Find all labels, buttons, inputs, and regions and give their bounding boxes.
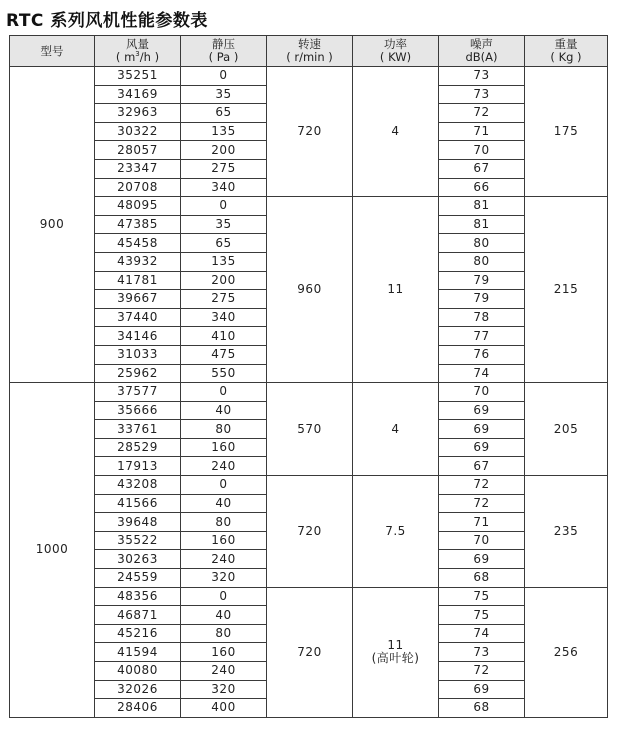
noise-cell: 73 [439,67,525,86]
airflow-cell: 28057 [95,141,181,160]
airflow-cell: 41594 [95,643,181,662]
airflow-cell: 47385 [95,215,181,234]
airflow-cell: 40080 [95,662,181,681]
speed-cell: 720 [267,587,353,717]
pressure-cell: 65 [181,104,267,123]
pressure-cell: 0 [181,476,267,495]
noise-cell: 78 [439,308,525,327]
header-airflow-unit [95,51,180,64]
airflow-cell: 37577 [95,383,181,402]
noise-cell: 81 [439,197,525,216]
noise-cell: 74 [439,364,525,383]
pressure-cell: 550 [181,364,267,383]
pressure-cell: 320 [181,569,267,588]
power-cell [353,587,439,717]
noise-cell: 76 [439,345,525,364]
speed-cell: 570 [267,383,353,476]
header-row [10,36,608,67]
airflow-cell: 39648 [95,513,181,532]
pressure-cell: 240 [181,550,267,569]
noise-cell: 69 [439,550,525,569]
noise-cell: 67 [439,457,525,476]
noise-cell: 79 [439,290,525,309]
noise-cell: 66 [439,178,525,197]
airflow-cell: 28529 [95,438,181,457]
header-noise-unit: dB(A) [465,50,498,64]
airflow-cell: 43208 [95,476,181,495]
airflow-cell: 35522 [95,531,181,550]
airflow-cell: 48356 [95,587,181,606]
noise-cell: 72 [439,476,525,495]
airflow-cell: 31033 [95,345,181,364]
header-weight-unit: ( Kg ) [550,50,582,64]
header-airflow-label: 风量 [126,37,149,51]
airflow-cell: 20708 [95,178,181,197]
noise-cell: 74 [439,624,525,643]
table-row [10,476,608,495]
airflow-cell: 45458 [95,234,181,253]
pressure-cell: 0 [181,67,267,86]
airflow-cell: 30263 [95,550,181,569]
header-power-unit: ( KW) [379,50,412,64]
pressure-cell: 80 [181,513,267,532]
power-cell [353,67,439,197]
noise-cell: 73 [439,85,525,104]
pressure-cell: 160 [181,643,267,662]
header-airflow [95,36,181,67]
power-value: 4 [391,124,400,139]
noise-cell: 80 [439,234,525,253]
pressure-cell: 320 [181,680,267,699]
speed-cell: 720 [267,67,353,197]
pressure-cell: 40 [181,494,267,513]
pressure-cell: 0 [181,587,267,606]
pressure-cell: 160 [181,438,267,457]
pressure-cell: 240 [181,662,267,681]
pressure-cell: 240 [181,457,267,476]
pressure-cell: 35 [181,85,267,104]
power-cell [353,383,439,476]
airflow-cell: 34146 [95,327,181,346]
power-note: (高叶轮) [371,651,420,666]
airflow-cell: 37440 [95,308,181,327]
pressure-cell: 400 [181,699,267,718]
airflow-cell: 28406 [95,699,181,718]
noise-cell: 75 [439,587,525,606]
airflow-cell: 32026 [95,680,181,699]
pressure-cell: 200 [181,141,267,160]
noise-cell: 77 [439,327,525,346]
header-power [353,36,439,67]
header-noise [439,36,525,67]
header-speed-label: 转速 [298,37,321,51]
header-speed-unit: ( r/min ) [286,50,333,64]
airflow-cell: 48095 [95,197,181,216]
noise-cell: 69 [439,401,525,420]
header-airflow-unit-pre: ( m [115,50,136,64]
fan-performance-table [9,35,608,718]
airflow-cell: 41781 [95,271,181,290]
noise-cell: 75 [439,606,525,625]
noise-cell: 80 [439,252,525,271]
airflow-cell: 30322 [95,122,181,141]
pressure-cell: 340 [181,308,267,327]
speed-cell: 960 [267,197,353,383]
header-noise-label: 噪声 [470,37,493,51]
pressure-cell: 135 [181,252,267,271]
pressure-cell: 275 [181,159,267,178]
pressure-cell: 410 [181,327,267,346]
airflow-cell: 24559 [95,569,181,588]
power-value: 11 [387,282,404,297]
table-row [10,197,608,216]
power-value: 11 [387,638,404,653]
header-power-label: 功率 [384,37,407,51]
noise-cell: 79 [439,271,525,290]
power-value: 4 [391,421,400,436]
weight-cell: 175 [525,67,608,197]
airflow-cell: 32963 [95,104,181,123]
airflow-cell: 46871 [95,606,181,625]
pressure-cell: 135 [181,122,267,141]
airflow-cell: 43932 [95,252,181,271]
airflow-cell: 41566 [95,494,181,513]
noise-cell: 81 [439,215,525,234]
airflow-cell: 23347 [95,159,181,178]
noise-cell: 72 [439,662,525,681]
weight-cell: 256 [525,587,608,717]
pressure-cell: 0 [181,197,267,216]
pressure-cell: 340 [181,178,267,197]
power-value: 7.5 [385,523,406,538]
model-cell: 1000 [10,383,95,718]
airflow-cell: 35666 [95,401,181,420]
airflow-cell: 35251 [95,67,181,86]
noise-cell: 68 [439,699,525,718]
airflow-cell: 34169 [95,85,181,104]
airflow-cell: 25962 [95,364,181,383]
pressure-cell: 80 [181,624,267,643]
pressure-cell: 40 [181,401,267,420]
power-cell [353,476,439,588]
table-body [10,67,608,718]
airflow-cell: 33761 [95,420,181,439]
header-model [10,36,95,67]
noise-cell: 73 [439,643,525,662]
airflow-cell: 39667 [95,290,181,309]
noise-cell: 70 [439,141,525,160]
pressure-cell: 65 [181,234,267,253]
speed-cell: 720 [267,476,353,588]
pressure-cell: 475 [181,345,267,364]
noise-cell: 70 [439,531,525,550]
noise-cell: 72 [439,104,525,123]
pressure-cell: 200 [181,271,267,290]
table-row [10,67,608,86]
pressure-cell: 80 [181,420,267,439]
header-pressure [181,36,267,67]
weight-cell: 205 [525,383,608,476]
table-row [10,587,608,606]
page-title: RTC 系列风机性能参数表 [6,11,208,31]
airflow-cell: 45216 [95,624,181,643]
pressure-cell: 160 [181,531,267,550]
noise-cell: 72 [439,494,525,513]
header-pressure-unit: ( Pa ) [208,50,239,64]
noise-cell: 67 [439,159,525,178]
weight-cell: 215 [525,197,608,383]
noise-cell: 70 [439,383,525,402]
pressure-cell: 35 [181,215,267,234]
noise-cell: 71 [439,122,525,141]
noise-cell: 69 [439,420,525,439]
model-cell: 900 [10,67,95,383]
noise-cell: 68 [439,569,525,588]
weight-cell: 235 [525,476,608,588]
noise-cell: 69 [439,680,525,699]
noise-cell: 71 [439,513,525,532]
header-model-label: 型号 [40,43,64,58]
table-row [10,383,608,402]
pressure-cell: 275 [181,290,267,309]
header-airflow-unit-sup: 3 [135,50,140,59]
pressure-cell: 40 [181,606,267,625]
header-weight [525,36,608,67]
header-pressure-label: 静压 [212,37,235,51]
power-cell [353,197,439,383]
header-speed [267,36,353,67]
pressure-cell: 0 [181,383,267,402]
airflow-cell: 17913 [95,457,181,476]
header-airflow-unit-post: /h ) [139,50,160,64]
noise-cell: 69 [439,438,525,457]
header-weight-label: 重量 [554,37,578,51]
